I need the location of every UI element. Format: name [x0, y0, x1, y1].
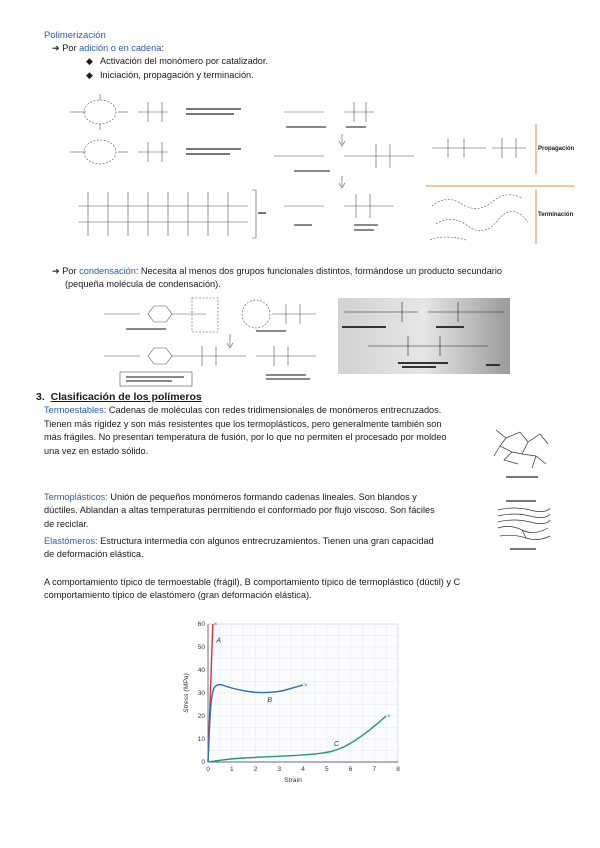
condensation-mechanism-figure — [96, 294, 334, 390]
arrow-right-icon: ➔ — [52, 266, 60, 276]
x-tick-label: 1 — [229, 766, 234, 773]
classification-heading: 3. Clasificación de los polímeros — [36, 391, 202, 403]
x-tick-label: 4 — [301, 766, 305, 773]
diamond-bullet-icon: ◆ — [86, 56, 94, 66]
thermoplastics-line-3: de reciclar. — [44, 519, 89, 529]
y-axis-label: Stress (MPa) — [183, 673, 190, 713]
addition-mechanism-figure — [58, 94, 266, 246]
thermosets-line-4: una vez en estado sólido. — [44, 446, 149, 456]
x-tick-label: 0 — [206, 766, 210, 773]
propagation-termination-figure — [426, 94, 574, 246]
addition-highlight: adición o en cadena — [79, 43, 162, 53]
condensation-heading: ➔ Por condensación: Necesita al menos dos grupos funcionales distintos, formándose un producto secundario — [52, 266, 503, 276]
polymer-structures-figure — [492, 424, 552, 554]
y-tick-label: 40 — [197, 667, 205, 675]
nylon-synthesis-figure — [338, 298, 510, 374]
addition-item-2: ◆ Iniciación, propagación y terminación. — [86, 70, 254, 80]
condensation-line-2: (pequeña molécula de condensación). — [65, 279, 221, 289]
y-tick-label: 30 — [197, 690, 205, 698]
arrow-right-icon: ➔ — [52, 43, 60, 53]
addition-heading: ➔ Por adición o en cadena: — [52, 43, 164, 53]
x-tick-label: 2 — [253, 766, 258, 773]
classification-title: Clasificación de los polímeros — [50, 391, 202, 403]
y-tick-label: 20 — [197, 713, 205, 721]
polymer-structures-diagram — [492, 424, 552, 554]
chart-grid — [208, 624, 398, 762]
thermosets-line-2: Tienen más rigidez y son más resistentes que los termoplásticos, pero generalmente también son — [44, 419, 442, 429]
thermoplastics-line-1: Termoplásticos: Unión de pequeños monómeros formando cadenas lineales. Son blandos y — [44, 492, 417, 502]
series-end-marker: × — [387, 714, 391, 720]
x-tick-label: 7 — [372, 766, 377, 773]
thermosets-line-1: Termoestables: Cadenas de moléculas con redes tridimensionales de monómeros entrecruzados. — [44, 405, 442, 415]
series-label-a: A — [216, 637, 221, 645]
y-tick-label: 60 — [197, 621, 205, 629]
x-tick-label: 5 — [324, 766, 329, 773]
propagation-termination-diagram — [426, 94, 574, 246]
thermosets-line-3: más frágiles. No presentan temperatura de fusión, por lo que no permiten el procesado por moldeo — [44, 432, 447, 442]
series-label-b: B — [267, 697, 273, 705]
y-tick-label: 0 — [201, 759, 205, 767]
condensation-diagram — [96, 294, 334, 390]
stress-strain-chart — [176, 614, 412, 794]
initiation-diagram — [264, 94, 432, 246]
condensation-highlight: condensación — [79, 266, 136, 276]
y-tick-label: 10 — [197, 736, 205, 744]
thermoplastics-term: Termoplásticos: — [44, 492, 108, 502]
thermosets-term: Termoestables: — [44, 405, 107, 415]
chart-caption-line-1: A comportamiento típico de termoestable (frágil), B comportamiento típico de termoplástico (dúctil) y C — [44, 577, 461, 587]
diamond-bullet-icon: ◆ — [86, 70, 94, 80]
x-tick-label: 3 — [277, 766, 282, 773]
elastomers-line-2: de deformación elástica. — [44, 549, 144, 559]
y-tick-label: 50 — [197, 644, 205, 652]
x-axis-label: Strain — [284, 777, 302, 784]
termination-label: Terminación — [538, 212, 574, 218]
initiation-figure — [264, 94, 432, 246]
propagation-label: Propagación — [538, 146, 574, 152]
mechanism-diagram — [58, 94, 266, 246]
thermoplastics-line-2: dúctiles. Ablandan a altas temperaturas permitiendo el conformado por flujo viscoso. Son fáciles — [44, 505, 435, 515]
stress-strain-svg — [176, 614, 412, 794]
x-tick-label: 6 — [348, 766, 353, 773]
series-label-c: C — [333, 740, 339, 748]
addition-item-1: ◆ Activación del monómero por catalizador. — [86, 56, 269, 66]
series-end-marker: × — [304, 682, 308, 689]
chart-caption-line-2: comportamiento típico de elastómero (gran deformación elástica). — [44, 590, 312, 600]
nylon-synthesis-diagram — [338, 298, 510, 374]
elastomers-term: Elastómeros: — [44, 536, 98, 546]
series-end-marker: × — [213, 622, 218, 628]
polymerization-title: Polimerización — [44, 30, 106, 41]
x-tick-label: 8 — [396, 766, 400, 773]
elastomers-line-1: Elastómeros: Estructura intermedia con algunos entrecruzamientos. Tienen una gran capacidad — [44, 536, 434, 546]
